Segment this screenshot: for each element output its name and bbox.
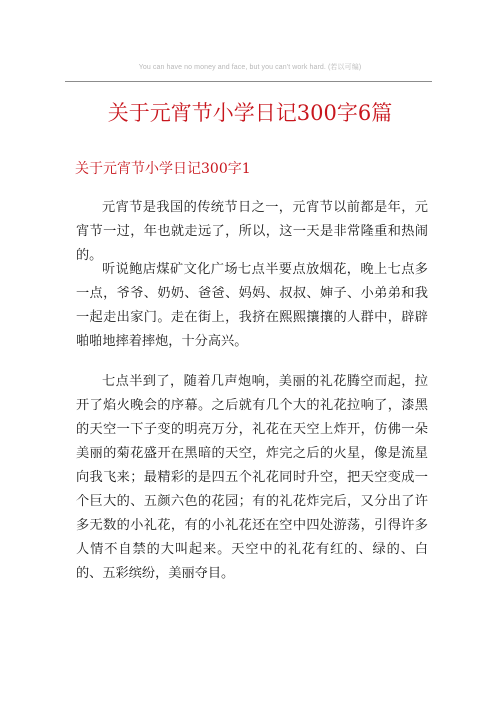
header-motto: You can have no money and face, but you can't work hard. (若以可编) — [138, 64, 362, 71]
section-heading: 关于元宵节小学日记300字1 — [75, 161, 251, 177]
header-divider — [65, 81, 432, 82]
body-paragraph: 听说鲍店煤矿文化广场七点半要点放烟花，晚上七点多一点，爷爷、奶奶、爸爸、妈妈、叔叔、婶子、小弟弟和我一起走出家门。走在街上，我挤在熙熙攘攘的人群中，辟辟啪啪地摔着摔炮，十分高兴。 — [76, 262, 428, 349]
body-paragraph: 元宵节是我国的传统节日之一，元宵节以前都是年，元宵节一过，年也就走远了，所以，这一天是非常隆重和热闹的。 — [76, 200, 428, 263]
body-paragraph: 七点半到了，随着几声炮响，美丽的礼花腾空而起，拉开了焰火晚会的序幕。之后就有几个大的礼花拉响了，漆黑的天空一下子变的明亮万分，礼花在天空上炸开，仿佛一朵美丽的菊花盛开在黑暗的天空，炸完之后的火星，像是流星向我飞来；最精彩的是四五个礼花同时升空，把天空变成一个巨大的、五颜六色的花园；有的礼花炸完后，又分出了许多无数的小礼花，有的小礼花还在空中四处游荡，引得许多人情不自禁的大叫起来。天空中的礼花有红的、绿的、白的、五彩缤纷，美丽夺目。 — [76, 374, 428, 581]
document-title: 关于元宵节小学日记300字6篇 — [107, 101, 393, 125]
